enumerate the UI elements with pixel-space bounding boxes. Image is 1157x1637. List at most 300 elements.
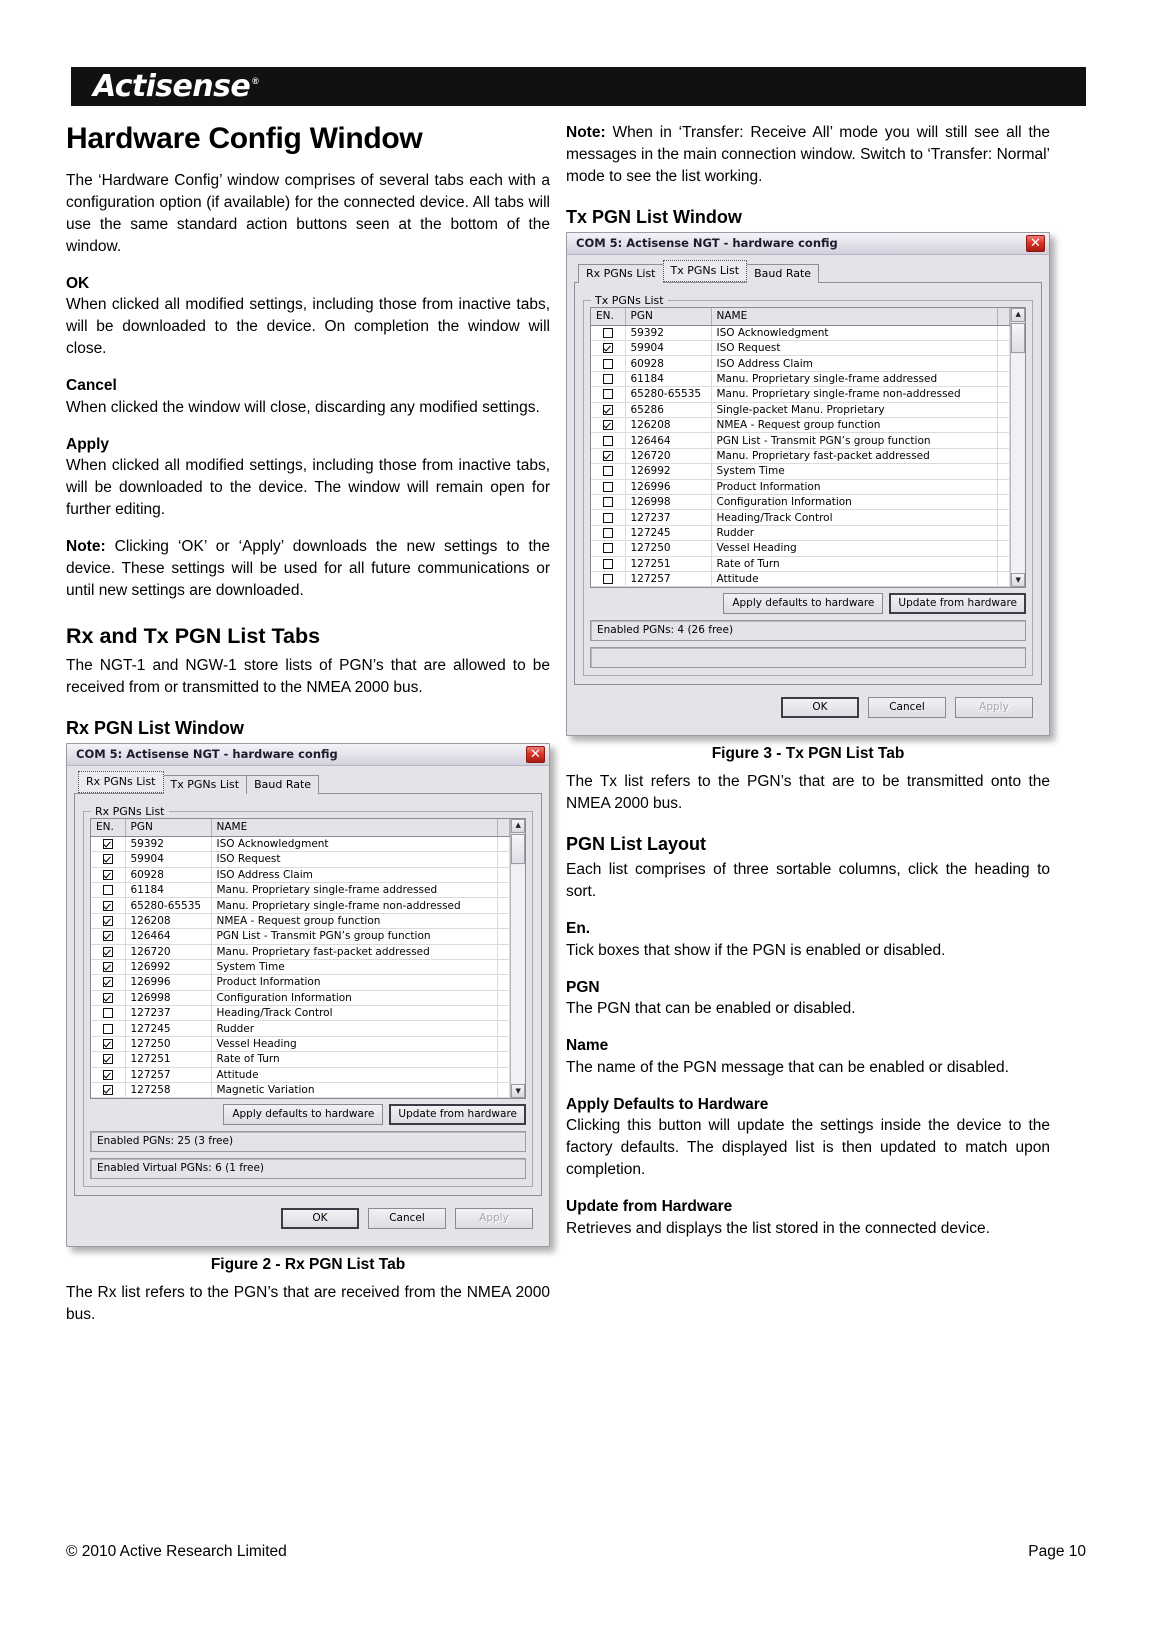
rx-pgns-list-groupbox bbox=[83, 804, 533, 1188]
intro-paragraph: The ‘Hardware Config’ window comprises of several tabs each with a configuration option (if available) for the connected device. All tabs will use the same standard action buttons seen at the bottom of the window. bbox=[66, 171, 550, 255]
page-footer bbox=[66, 1543, 1086, 1561]
checkbox-checked-icon[interactable] bbox=[603, 405, 613, 415]
table-row[interactable] bbox=[91, 1052, 510, 1067]
body-ok: When clicked all modified settings, including those from inactive tabs, will be downloaded to the device. On completion the window will close. bbox=[66, 296, 550, 358]
tx-list-action-buttons bbox=[590, 593, 1026, 614]
scroll-up-arrow-icon[interactable]: ▲ bbox=[511, 819, 525, 833]
table-row[interactable] bbox=[91, 852, 510, 867]
pgn-enable-checkbox-cell[interactable] bbox=[591, 433, 625, 448]
pgn-pad-cell bbox=[498, 882, 510, 897]
pgn-number-cell: 59904 bbox=[125, 852, 211, 867]
tx-dialog-footer bbox=[574, 685, 1042, 727]
tx-pgn-table bbox=[591, 308, 1010, 588]
pgn-pad-cell bbox=[998, 494, 1010, 509]
tx-table-body bbox=[591, 325, 1010, 587]
pgn-enable-checkbox-cell[interactable] bbox=[91, 1083, 125, 1098]
checkbox-checked-icon[interactable] bbox=[103, 1085, 113, 1095]
tx-update-from-hardware-button[interactable]: Update from hardware bbox=[889, 593, 1026, 614]
checkbox-unchecked-icon[interactable] bbox=[603, 543, 613, 553]
pgn-pad-cell bbox=[998, 464, 1010, 479]
rx-table-header-row bbox=[91, 819, 510, 837]
pgn-number-cell: 127251 bbox=[625, 556, 711, 571]
header-banner bbox=[71, 67, 1086, 106]
table-row[interactable] bbox=[91, 975, 510, 990]
tx-groupbox-legend: Tx PGNs List bbox=[591, 294, 668, 307]
pgn-pad-cell bbox=[998, 387, 1010, 402]
pgn-enable-checkbox-cell[interactable] bbox=[91, 1052, 125, 1067]
table-row[interactable] bbox=[91, 1036, 510, 1051]
pgn-pad-cell bbox=[998, 510, 1010, 525]
pgn-pad-cell bbox=[998, 356, 1010, 371]
tx-dialog-title: COM 5: Actisense NGT - hardware config bbox=[576, 236, 838, 251]
pgn-number-cell: 127250 bbox=[125, 1036, 211, 1051]
pgn-pad-cell bbox=[498, 1021, 510, 1036]
checkbox-checked-icon[interactable] bbox=[103, 1039, 113, 1049]
tx-enabled-pgns-status: Enabled PGNs: 4 (26 free) bbox=[590, 620, 1026, 641]
body-en: Tick boxes that show if the PGN is enabled or disabled. bbox=[566, 941, 946, 959]
table-row[interactable] bbox=[591, 556, 1010, 571]
pgn-number-cell: 127251 bbox=[125, 1052, 211, 1067]
pgn-pad-cell bbox=[998, 571, 1010, 586]
body-update-from-hardware: Retrieves and displays the list stored in the connected device. bbox=[566, 1219, 990, 1237]
tx-dialog-body bbox=[567, 255, 1049, 736]
pgn-pad-cell bbox=[998, 341, 1010, 356]
pgn-pad-cell bbox=[998, 479, 1010, 494]
pgn-number-cell: 126720 bbox=[125, 944, 211, 959]
tx-secondary-status bbox=[590, 647, 1026, 668]
scroll-down-arrow-icon[interactable]: ▼ bbox=[1011, 573, 1025, 587]
pgn-enable-checkbox-cell[interactable] bbox=[591, 556, 625, 571]
pgn-pad-cell bbox=[998, 541, 1010, 556]
pgn-name-cell: PGN List - Transmit PGN’s group function bbox=[211, 929, 498, 944]
checkbox-checked-icon[interactable] bbox=[103, 993, 113, 1003]
table-row[interactable] bbox=[591, 433, 1010, 448]
pgn-enable-checkbox-cell[interactable] bbox=[591, 325, 625, 340]
pgn-number-cell: 61184 bbox=[125, 882, 211, 897]
pgn-enable-checkbox-cell[interactable] bbox=[91, 836, 125, 851]
pgn-pad-cell bbox=[498, 867, 510, 882]
pgn-enable-checkbox-cell[interactable] bbox=[91, 929, 125, 944]
rx-enabled-pgns-status: Enabled PGNs: 25 (3 free) bbox=[90, 1131, 526, 1152]
heading-apply: Apply bbox=[66, 435, 110, 453]
body-rx-tx-tabs: The NGT-1 and NGW-1 store lists of PGN’s that are allowed to be received from or transmitted to the NMEA 2000 bus. bbox=[66, 657, 550, 697]
tab-rx-pgns-list[interactable]: Rx PGNs List bbox=[78, 771, 164, 793]
table-row[interactable] bbox=[591, 525, 1010, 540]
checkbox-unchecked-icon[interactable] bbox=[603, 466, 613, 476]
pgn-name-cell: Single-packet Manu. Proprietary bbox=[711, 402, 998, 417]
checkbox-checked-icon[interactable] bbox=[603, 343, 613, 353]
table-row[interactable] bbox=[591, 371, 1010, 386]
pgn-number-cell: 127250 bbox=[625, 541, 711, 556]
checkbox-checked-icon[interactable] bbox=[103, 870, 113, 880]
checkbox-unchecked-icon[interactable] bbox=[603, 497, 613, 507]
pgn-pad-cell bbox=[498, 1036, 510, 1051]
pgn-enable-checkbox-cell[interactable] bbox=[591, 402, 625, 417]
heading-apply-defaults-to-hardware: Apply Defaults to Hardware bbox=[566, 1095, 769, 1113]
table-row[interactable] bbox=[591, 418, 1010, 433]
pgn-number-cell: 126464 bbox=[625, 433, 711, 448]
pgn-enable-checkbox-cell[interactable] bbox=[91, 959, 125, 974]
pgn-enable-checkbox-cell[interactable] bbox=[91, 1006, 125, 1021]
tx-caption-body: The Tx list refers to the PGN’s that are to be transmitted onto the NMEA 2000 bus. bbox=[566, 773, 1050, 813]
pgn-name-cell: Manu. Proprietary single-frame non-addressed bbox=[211, 898, 498, 913]
checkbox-unchecked-icon[interactable] bbox=[603, 559, 613, 569]
rx-table-body bbox=[91, 836, 510, 1098]
tx-ok-button[interactable]: OK bbox=[781, 697, 859, 718]
pgn-name-cell: Manu. Proprietary single-frame addressed bbox=[711, 371, 998, 386]
table-row[interactable] bbox=[91, 836, 510, 851]
tx-dialog-tabstrip bbox=[574, 262, 1042, 283]
checkbox-unchecked-icon[interactable] bbox=[603, 528, 613, 538]
body-pgn: The PGN that can be enabled or disabled. bbox=[566, 1000, 856, 1018]
left-column bbox=[66, 122, 550, 1326]
checkbox-checked-icon[interactable] bbox=[103, 1070, 113, 1080]
table-row[interactable] bbox=[591, 494, 1010, 509]
pgn-name-cell: Heading/Track Control bbox=[211, 1006, 498, 1021]
table-row[interactable] bbox=[91, 1021, 510, 1036]
heading-tx-pgn-window: Tx PGN List Window bbox=[566, 207, 742, 227]
column-header-pgn[interactable]: PGN bbox=[625, 308, 711, 326]
checkbox-checked-icon[interactable] bbox=[103, 931, 113, 941]
figure-2-caption: Figure 2 - Rx PGN List Tab bbox=[210, 1256, 406, 1274]
pgn-number-cell: 126464 bbox=[125, 929, 211, 944]
tx-cancel-button[interactable]: Cancel bbox=[868, 697, 946, 718]
pgn-number-cell: 126992 bbox=[625, 464, 711, 479]
rx-pgn-list[interactable] bbox=[90, 818, 526, 1100]
pgn-name-cell: NMEA - Request group function bbox=[711, 418, 998, 433]
scroll-up-arrow-icon[interactable]: ▲ bbox=[1011, 308, 1025, 322]
pgn-pad-cell bbox=[498, 975, 510, 990]
column-header-en[interactable]: EN. bbox=[591, 308, 625, 326]
table-row[interactable] bbox=[591, 402, 1010, 417]
tx-list-vertical-scrollbar[interactable] bbox=[1010, 308, 1025, 588]
registered-mark-icon: ® bbox=[252, 75, 259, 86]
pgn-enable-checkbox-cell[interactable] bbox=[591, 494, 625, 509]
tx-tabpage bbox=[574, 283, 1042, 686]
checkbox-checked-icon[interactable] bbox=[103, 1054, 113, 1064]
right-column bbox=[566, 122, 1050, 1240]
heading-rx-tx-tabs: Rx and Tx PGN List Tabs bbox=[66, 624, 321, 649]
rx-dialog-tabstrip bbox=[74, 773, 542, 794]
tx-hardware-config-dialog bbox=[566, 232, 1050, 737]
column-header-pad bbox=[498, 819, 510, 837]
checkbox-unchecked-icon[interactable] bbox=[603, 359, 613, 369]
pgn-name-cell: Product Information bbox=[711, 479, 998, 494]
pgn-enable-checkbox-cell[interactable] bbox=[591, 418, 625, 433]
checkbox-checked-icon[interactable] bbox=[103, 839, 113, 849]
pgn-enable-checkbox-cell[interactable] bbox=[91, 944, 125, 959]
table-row[interactable] bbox=[91, 867, 510, 882]
tx-apply-button: Apply bbox=[955, 697, 1033, 718]
note-text-right: When in ‘Transfer: Receive All’ mode you will still see all the messages in the main connection window. Switch to ‘Transfer: Normal’ mode to see the list working. bbox=[566, 124, 1050, 185]
pgn-enable-checkbox-cell[interactable] bbox=[591, 525, 625, 540]
table-row[interactable] bbox=[591, 341, 1010, 356]
pgn-enable-checkbox-cell[interactable] bbox=[91, 913, 125, 928]
table-row[interactable] bbox=[91, 929, 510, 944]
tx-apply-defaults-to-hardware-button[interactable]: Apply defaults to hardware bbox=[723, 593, 883, 614]
column-header-name[interactable]: NAME bbox=[711, 308, 998, 326]
pgn-name-cell: Attitude bbox=[211, 1067, 498, 1082]
pgn-enable-checkbox-cell[interactable] bbox=[591, 371, 625, 386]
table-row[interactable] bbox=[91, 1083, 510, 1098]
checkbox-unchecked-icon[interactable] bbox=[603, 436, 613, 446]
pgn-enable-checkbox-cell[interactable] bbox=[591, 387, 625, 402]
column-header-name[interactable]: NAME bbox=[211, 819, 498, 837]
checkbox-checked-icon[interactable] bbox=[603, 420, 613, 430]
pgn-name-cell: Configuration Information bbox=[211, 990, 498, 1005]
pgn-name-cell: Rate of Turn bbox=[211, 1052, 498, 1067]
pgn-name-cell: Product Information bbox=[211, 975, 498, 990]
tab-tx-pgns-list[interactable]: Tx PGNs List bbox=[163, 775, 248, 794]
figure-3-caption: Figure 3 - Tx PGN List Tab bbox=[711, 745, 905, 763]
rx-enabled-virtual-pgns-status: Enabled Virtual PGNs: 6 (1 free) bbox=[90, 1158, 526, 1179]
checkbox-checked-icon[interactable] bbox=[103, 854, 113, 864]
table-row[interactable] bbox=[91, 959, 510, 974]
pgn-name-cell: Rate of Turn bbox=[711, 556, 998, 571]
pgn-number-cell: 65280-65535 bbox=[125, 898, 211, 913]
table-row[interactable] bbox=[591, 464, 1010, 479]
pgn-enable-checkbox-cell[interactable] bbox=[91, 882, 125, 897]
pgn-number-cell: 60928 bbox=[125, 867, 211, 882]
pgn-pad-cell bbox=[998, 371, 1010, 386]
heading-rx-pgn-window: Rx PGN List Window bbox=[66, 718, 244, 739]
table-row[interactable] bbox=[591, 571, 1010, 586]
pgn-enable-checkbox-cell[interactable] bbox=[91, 867, 125, 882]
heading-ok: OK bbox=[66, 274, 90, 292]
pgn-pad-cell bbox=[498, 1067, 510, 1082]
heading-pgn-list-layout: PGN List Layout bbox=[566, 834, 707, 855]
tx-dialog-titlebar[interactable] bbox=[567, 233, 1049, 255]
note-paragraph-right bbox=[566, 122, 1050, 188]
rx-pgn-table bbox=[91, 819, 510, 1099]
checkbox-unchecked-icon[interactable] bbox=[603, 374, 613, 384]
pgn-name-cell: System Time bbox=[211, 959, 498, 974]
pgn-pad-cell bbox=[498, 1006, 510, 1021]
heading-update-from-hardware: Update from Hardware bbox=[566, 1198, 733, 1216]
pgn-name-cell: ISO Address Claim bbox=[711, 356, 998, 371]
rx-dialog-footer bbox=[74, 1196, 542, 1238]
rx-apply-defaults-to-hardware-button[interactable]: Apply defaults to hardware bbox=[223, 1104, 383, 1125]
table-row[interactable] bbox=[591, 387, 1010, 402]
scrollbar-thumb[interactable] bbox=[1011, 323, 1025, 353]
note-label-right: Note: bbox=[566, 124, 606, 141]
table-row[interactable] bbox=[591, 448, 1010, 463]
body-name: The name of the PGN message that can be enabled or disabled. bbox=[566, 1058, 1009, 1076]
pgn-name-cell: ISO Address Claim bbox=[211, 867, 498, 882]
rx-cancel-button[interactable]: Cancel bbox=[368, 1208, 446, 1229]
page-title: Hardware Config Window bbox=[66, 122, 423, 155]
heading-pgn: PGN bbox=[566, 978, 600, 996]
checkbox-unchecked-icon[interactable] bbox=[103, 1008, 113, 1018]
pgn-name-cell: NMEA - Request group function bbox=[211, 913, 498, 928]
table-row[interactable] bbox=[91, 1067, 510, 1082]
logo-wordmark: Actisense bbox=[93, 68, 251, 104]
checkbox-checked-icon[interactable] bbox=[103, 947, 113, 957]
rx-dialog-title: COM 5: Actisense NGT - hardware config bbox=[76, 747, 338, 762]
tx-pgn-list[interactable] bbox=[590, 307, 1026, 589]
table-row[interactable] bbox=[91, 944, 510, 959]
pgn-pad-cell bbox=[498, 913, 510, 928]
checkbox-checked-icon[interactable] bbox=[103, 962, 113, 972]
pgn-name-cell: Rudder bbox=[711, 525, 998, 540]
pgn-enable-checkbox-cell[interactable] bbox=[591, 448, 625, 463]
pgn-enable-checkbox-cell[interactable] bbox=[91, 852, 125, 867]
pgn-name-cell: Manu. Proprietary fast-packet addressed bbox=[211, 944, 498, 959]
pgn-number-cell: 65280-65535 bbox=[625, 387, 711, 402]
pgn-number-cell: 127245 bbox=[125, 1021, 211, 1036]
pgn-name-cell: Attitude bbox=[711, 571, 998, 586]
pgn-name-cell: Manu. Proprietary single-frame addressed bbox=[211, 882, 498, 897]
pgn-enable-checkbox-cell[interactable] bbox=[91, 990, 125, 1005]
pgn-pad-cell bbox=[498, 1083, 510, 1098]
pgn-pad-cell bbox=[498, 836, 510, 851]
pgn-enable-checkbox-cell[interactable] bbox=[591, 541, 625, 556]
table-row[interactable] bbox=[591, 325, 1010, 340]
checkbox-unchecked-icon[interactable] bbox=[603, 513, 613, 523]
pgn-enable-checkbox-cell[interactable] bbox=[591, 341, 625, 356]
pgn-enable-checkbox-cell[interactable] bbox=[591, 356, 625, 371]
pgn-pad-cell bbox=[998, 433, 1010, 448]
checkbox-unchecked-icon[interactable] bbox=[603, 482, 613, 492]
table-row[interactable] bbox=[591, 356, 1010, 371]
pgn-pad-cell bbox=[498, 1052, 510, 1067]
pgn-enable-checkbox-cell[interactable] bbox=[91, 1036, 125, 1051]
table-row[interactable] bbox=[591, 479, 1010, 494]
rx-groupbox-legend: Rx PGNs List bbox=[91, 805, 169, 818]
pgn-pad-cell bbox=[998, 448, 1010, 463]
pgn-pad-cell bbox=[498, 852, 510, 867]
pgn-pad-cell bbox=[998, 325, 1010, 340]
pgn-name-cell: Manu. Proprietary fast-packet addressed bbox=[711, 448, 998, 463]
pgn-name-cell: ISO Acknowledgment bbox=[211, 836, 498, 851]
table-row[interactable] bbox=[591, 541, 1010, 556]
pgn-name-cell: ISO Request bbox=[211, 852, 498, 867]
pgn-enable-checkbox-cell[interactable] bbox=[91, 898, 125, 913]
pgn-name-cell: ISO Request bbox=[711, 341, 998, 356]
pgn-name-cell: Configuration Information bbox=[711, 494, 998, 509]
checkbox-unchecked-icon[interactable] bbox=[603, 389, 613, 399]
pgn-number-cell: 127257 bbox=[625, 571, 711, 586]
pgn-number-cell: 126208 bbox=[125, 913, 211, 928]
pgn-number-cell: 126996 bbox=[125, 975, 211, 990]
pgn-enable-checkbox-cell[interactable] bbox=[591, 510, 625, 525]
pgn-pad-cell bbox=[998, 402, 1010, 417]
pgn-enable-checkbox-cell[interactable] bbox=[591, 464, 625, 479]
pgn-number-cell: 126720 bbox=[625, 448, 711, 463]
rx-dialog-body bbox=[67, 766, 549, 1247]
pgn-enable-checkbox-cell[interactable] bbox=[591, 571, 625, 586]
actisense-logo bbox=[93, 68, 259, 104]
pgn-pad-cell bbox=[498, 959, 510, 974]
checkbox-unchecked-icon[interactable] bbox=[103, 885, 113, 895]
pgn-pad-cell bbox=[498, 990, 510, 1005]
checkbox-unchecked-icon[interactable] bbox=[603, 328, 613, 338]
pgn-number-cell: 59392 bbox=[125, 836, 211, 851]
pgn-number-cell: 127258 bbox=[125, 1083, 211, 1098]
pgn-pad-cell bbox=[498, 944, 510, 959]
note-text-left: Clicking ‘OK’ or ‘Apply’ downloads the new settings to the device. These settings will be used for all future communications or until new settings are downloaded. bbox=[66, 538, 550, 600]
table-row[interactable] bbox=[91, 898, 510, 913]
pgn-name-cell: System Time bbox=[711, 464, 998, 479]
pgn-number-cell: 126998 bbox=[125, 990, 211, 1005]
footer-page-number: Page 10 bbox=[1028, 1543, 1086, 1560]
table-row[interactable] bbox=[91, 882, 510, 897]
scroll-down-arrow-icon[interactable]: ▼ bbox=[511, 1084, 525, 1098]
pgn-enable-checkbox-cell[interactable] bbox=[591, 479, 625, 494]
pgn-number-cell: 59904 bbox=[625, 341, 711, 356]
pgn-name-cell: Magnetic Variation bbox=[211, 1083, 498, 1098]
heading-name: Name bbox=[566, 1037, 609, 1055]
pgn-number-cell: 126998 bbox=[625, 494, 711, 509]
pgn-number-cell: 59392 bbox=[625, 325, 711, 340]
pgn-pad-cell bbox=[998, 556, 1010, 571]
rx-caption-body: The Rx list refers to the PGN’s that are received from the NMEA 2000 bus. bbox=[66, 1284, 550, 1324]
table-row[interactable] bbox=[591, 510, 1010, 525]
table-row[interactable] bbox=[91, 1006, 510, 1021]
body-pgn-list-layout: Each list comprises of three sortable columns, click the heading to sort. bbox=[566, 861, 1050, 901]
pgn-name-cell: ISO Acknowledgment bbox=[711, 325, 998, 340]
pgn-name-cell: Vessel Heading bbox=[711, 541, 998, 556]
close-icon[interactable]: ✕ bbox=[1026, 235, 1045, 252]
scrollbar-track[interactable] bbox=[511, 865, 525, 1085]
heading-en: En. bbox=[566, 920, 591, 938]
pgn-pad-cell bbox=[998, 418, 1010, 433]
pgn-name-cell: Vessel Heading bbox=[211, 1036, 498, 1051]
rx-hardware-config-dialog bbox=[66, 743, 550, 1248]
pgn-number-cell: 126208 bbox=[625, 418, 711, 433]
checkbox-checked-icon[interactable] bbox=[603, 451, 613, 461]
column-header-pgn[interactable]: PGN bbox=[125, 819, 211, 837]
pgn-pad-cell bbox=[498, 929, 510, 944]
tab-baud-rate[interactable]: Baud Rate bbox=[246, 775, 319, 794]
close-icon[interactable]: ✕ bbox=[526, 746, 545, 763]
tab-baud-rate[interactable]: Baud Rate bbox=[746, 264, 819, 283]
checkbox-unchecked-icon[interactable] bbox=[603, 574, 613, 584]
tab-rx-pgns-list[interactable]: Rx PGNs List bbox=[578, 264, 664, 283]
pgn-number-cell: 61184 bbox=[625, 371, 711, 386]
scrollbar-track[interactable] bbox=[1011, 354, 1025, 574]
tx-pgns-list-groupbox bbox=[583, 293, 1033, 677]
table-row[interactable] bbox=[91, 913, 510, 928]
tab-tx-pgns-list[interactable]: Tx PGNs List bbox=[663, 260, 748, 282]
pgn-number-cell: 127237 bbox=[625, 510, 711, 525]
body-apply-defaults-to-hardware: Clicking this button will update the settings inside the device to the factory defaults. The displayed list is then updated to match upon completion. bbox=[566, 1117, 1050, 1179]
checkbox-checked-icon[interactable] bbox=[103, 901, 113, 911]
checkbox-unchecked-icon[interactable] bbox=[103, 1024, 113, 1034]
scrollbar-thumb[interactable] bbox=[511, 834, 525, 864]
checkbox-checked-icon[interactable] bbox=[103, 916, 113, 926]
pgn-number-cell: 126996 bbox=[625, 479, 711, 494]
rx-ok-button[interactable]: OK bbox=[281, 1208, 359, 1229]
checkbox-checked-icon[interactable] bbox=[103, 977, 113, 987]
pgn-enable-checkbox-cell[interactable] bbox=[91, 1067, 125, 1082]
heading-cancel: Cancel bbox=[66, 377, 117, 395]
pgn-name-cell: Manu. Proprietary single-frame non-addressed bbox=[711, 387, 998, 402]
column-header-pad bbox=[998, 308, 1010, 326]
table-row[interactable] bbox=[91, 990, 510, 1005]
pgn-name-cell: Rudder bbox=[211, 1021, 498, 1036]
rx-list-vertical-scrollbar[interactable] bbox=[510, 819, 525, 1099]
rx-update-from-hardware-button[interactable]: Update from hardware bbox=[389, 1104, 526, 1125]
pgn-name-cell: PGN List - Transmit PGN’s group function bbox=[711, 433, 998, 448]
pgn-number-cell: 127257 bbox=[125, 1067, 211, 1082]
pgn-pad-cell bbox=[498, 898, 510, 913]
pgn-enable-checkbox-cell[interactable] bbox=[91, 975, 125, 990]
column-header-en[interactable]: EN. bbox=[91, 819, 125, 837]
note-paragraph-left bbox=[66, 536, 550, 602]
pgn-enable-checkbox-cell[interactable] bbox=[91, 1021, 125, 1036]
rx-dialog-titlebar[interactable] bbox=[67, 744, 549, 766]
